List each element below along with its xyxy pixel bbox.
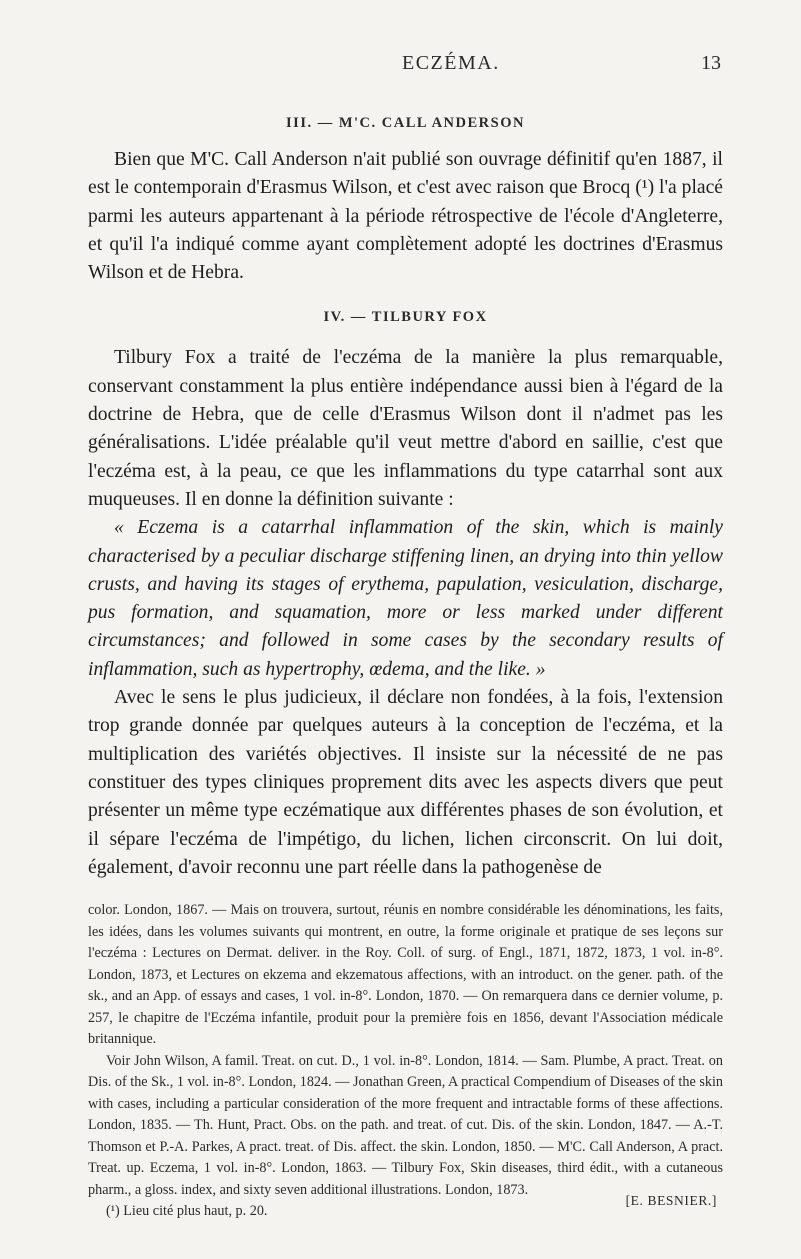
footnote-bibliography: Voir John Wilson, A famil. Treat. on cut. D., 1 vol. in-8°. London, 1814. — Sam. Plumbe, A pract. Treat. on Dis. of the Sk., 1 vol. in-8°. London, 1824. — Jonathan Green, A practical Compendium of Diseases of the skin with cases, including a particular consideration of the more frequent and intractable forms of these affections. London, 1835. — Th. Hunt, Pract. Obs. on the path. and treat. of cut. Dis. of the skin. London, 1847. — A.-T. Thomson et P.-A. Parkes, A pract. treat. of Dis. affect. the skin. London, 1850. — M'C. Call Anderson, A pract. Treat. up. Eczema, 1 vol. in-8°. London, 1863. — Tilbury Fox, Skin diseases, third édit., with a cutaneous pharm., a gloss. index, and sixty seven additional illustrations. London, 1873. <box>88 1052 723 1198</box>
footnote-1: (¹) Lieu cité plus haut, p. 20. <box>106 1203 268 1220</box>
footnote-continuation: color. London, 1867. — Mais on trouvera, surtout, réunis en nombre considérable les dénominations, les faits, les idées, dans les volumes suivants qui montrent, en outre, la forme originale et pratique de ses leçons sur l'eczéma : Lectures on Dermat. deliver. in the Roy. Coll. of surg. of Engl., 1871, 1872, 1873, 1 vol. in-8°. London, 1873, et Lectures on ekzema and ekzematous affections, with an introduct. on the gener. path. of the sk., and an App. of essays and cases, 1 vol. in-8°. London, 1870. — On remarquera dans ce dernier volume, p. 257, le chapitre de l'Eczéma infantile, produit pour la première fois en 1856, devant l'Association médicale britannique. <box>88 902 723 1048</box>
paragraph-tilbury-fox-2: Avec le sens le plus judicieux, il déclare non fondées, à la fois, l'extension trop grande donnée par quelques auteurs à la conception de l'eczéma, et la multiplication des variétés objectives. Il insiste sur la nécessité de ne pas constituer des types cliniques proprement dits avec les aspects divers que peut présenter un même type eczématique aux différentes phases de son évolution, et il sépare l'eczéma de l'impétigo, du lichen, lichen circonscrit. On lui doit, également, d'avoir reconnu une part réelle dans la pathogenèse de <box>88 687 723 878</box>
running-head <box>0 52 801 80</box>
page-number: 13 <box>701 52 721 74</box>
section-heading-iv: IV. — TILBURY FOX <box>323 309 488 326</box>
body-text <box>88 100 723 1223</box>
paragraph-tilbury-fox-1: Tilbury Fox a traité de l'eczéma de la manière la plus remarquable, conservant constamment la plus entière indépendance aussi bien à l'égard de la doctrine de Hebra, que de celle d'Erasmus Wilson dont il n'admet pas les généralisations. L'idée préalable qu'il veut mettre d'abord en saillie, c'est que l'eczéma est, à la peau, ce que les inflammations du type catarrhal sont aux muqueuses. Il en donne la définition suivante : <box>88 347 723 510</box>
paragraph-call-anderson: Bien que M'C. Call Anderson n'ait publié son ouvrage définitif qu'en 1887, il est le contemporain d'Erasmus Wilson, et c'est avec raison que Brocq (¹) l'a placé parmi les auteurs appartenant à la période rétrospective de l'école d'Angleterre, et qu'il l'a indiqué comme ayant complètement adopté les doctrines d'Erasmus Wilson et de Hebra. <box>88 149 723 284</box>
english-definition-quote: « Eczema is a catarrhal inflammation of the skin, which is mainly characterised by a peculiar discharge stiffening linen, an drying into thin yellow crusts, and having its stages of erythema, papulation, vesiculation, discharge, pus formation, and squamation, more or less marked under different circumstances; and followed in some cases by the secondary results of inflammation, such as hypertrophy, œdema, and the like. » <box>88 517 723 680</box>
running-title: ECZÉMA. <box>402 52 500 74</box>
author-signature: [E. BESNIER.] <box>625 1193 717 1208</box>
section-heading-iii: III. — M'C. CALL ANDERSON <box>286 115 525 131</box>
